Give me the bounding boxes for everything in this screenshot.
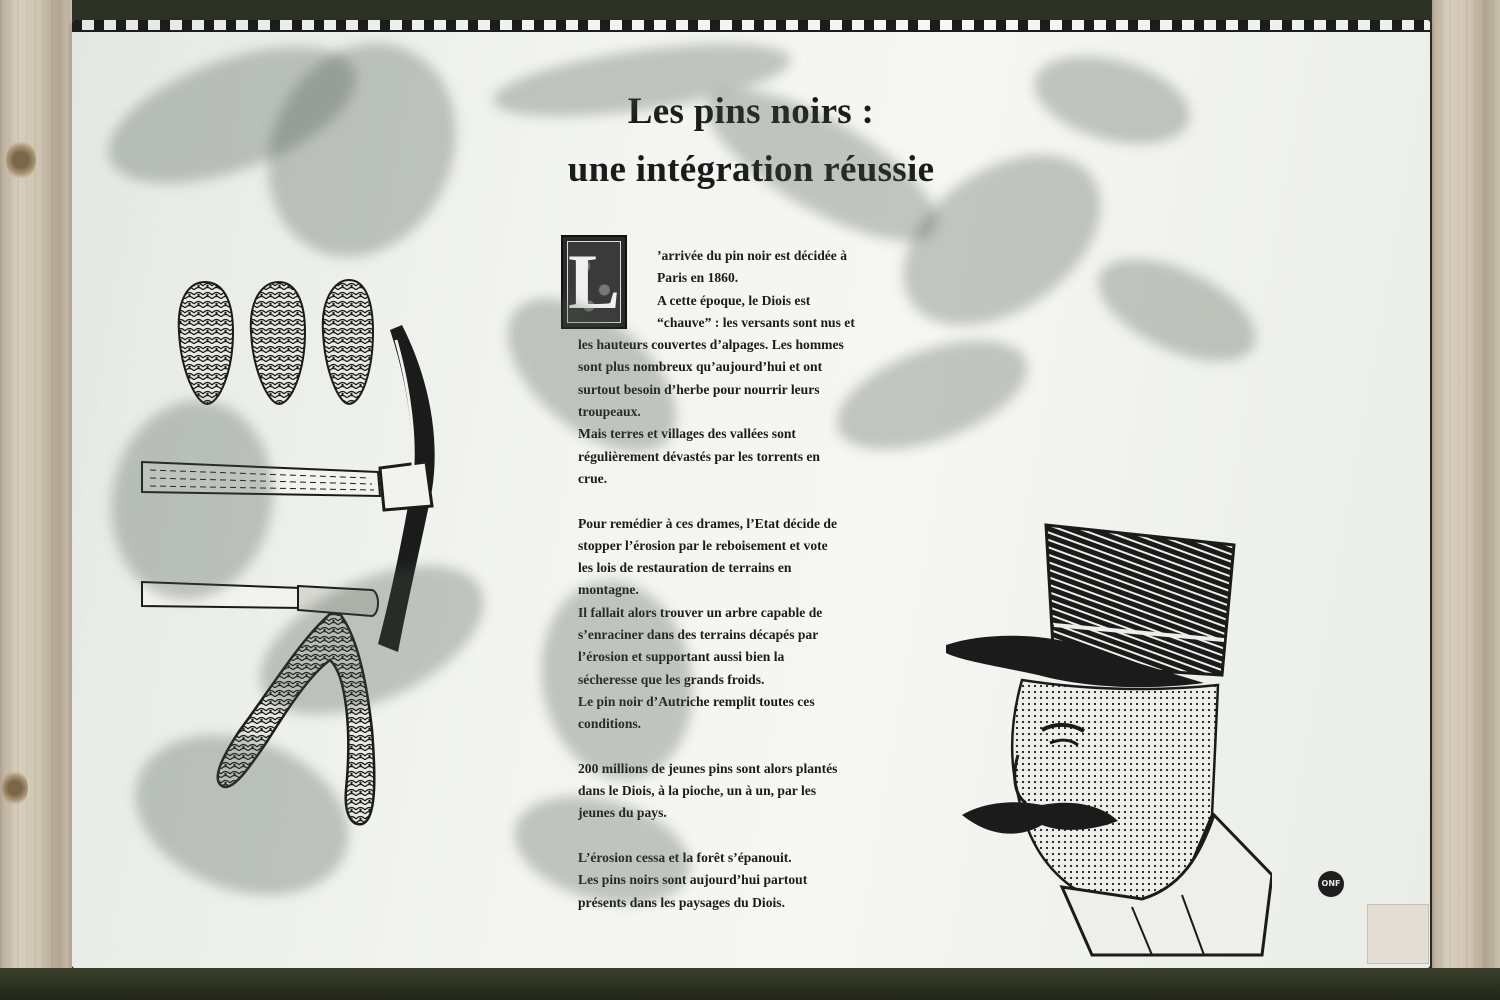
text-line: présents dans les paysages du Diois. [578, 894, 785, 910]
information-panel [72, 20, 1430, 968]
text-line: l’érosion et supportant aussi bien la [578, 649, 785, 665]
text-line: les lois de restauration de terrains en [578, 560, 792, 576]
text-line: dans le Diois, à la pioche, un à un, par les [578, 783, 817, 799]
wood-knot [2, 770, 28, 806]
text-line: régulièrement dévastés par les torrents en [578, 448, 820, 464]
text-line: s’enraciner dans des terrains décapés par [578, 627, 819, 643]
sticker-label [1367, 904, 1429, 964]
text-line: sécheresse que les grands froids. [578, 671, 765, 687]
hoe-handle [142, 582, 378, 616]
text-line: Pour remédier à ces drames, l’Etat décide de [578, 515, 837, 531]
sign-body-text [578, 245, 913, 914]
text-line: conditions. [578, 716, 642, 732]
text-line: “chauve” : les versants sont nus et [657, 314, 855, 330]
onf-logo: ONF [1318, 871, 1344, 897]
wood-grain-right [1432, 0, 1500, 1000]
spiral-binding [72, 20, 1430, 44]
text-line: sont plus nombreux qu’aujourd’hui et ont [578, 359, 823, 375]
undergrowth [0, 968, 1500, 1000]
sign-title-line2: une intégration réussie [567, 149, 935, 190]
binding-line [72, 30, 1430, 32]
wood-knot [6, 140, 36, 180]
wooden-post-right [1432, 0, 1500, 1000]
paragraph-gap [578, 736, 913, 758]
forester-portrait-illustration [942, 515, 1272, 965]
text-line: Mais terres et villages des vallées sont [578, 426, 796, 442]
text-line: les hauteurs couvertes d’alpages. Les hommes [578, 337, 844, 353]
text-line: crue. [578, 470, 608, 486]
hoe-illustration [140, 580, 410, 830]
text-line: Il fallait alors trouver un arbre capable de [578, 604, 823, 620]
text-line: Les pins noirs sont aujourd’hui partout [578, 872, 808, 888]
pickaxe-handle [142, 462, 380, 496]
text-line: montagne. [578, 582, 639, 598]
dropcap-letter: L [567, 238, 621, 325]
paragraph1-first-line: ’arrivée du pin noir est décidée à [657, 248, 848, 263]
paragraph-gap [578, 490, 913, 512]
sign-title-line1: Les pins noirs : [627, 91, 875, 132]
text-line: A cette époque, le Diois est [657, 292, 811, 308]
text-line: Le pin noir d’Autriche remplit toutes ces [578, 693, 815, 709]
text-line: surtout besoin d’herbe pour nourrir leurs [578, 381, 820, 397]
text-line: 200 millions de jeunes pins sont alors plantés [578, 760, 838, 776]
hoe-fork [218, 614, 375, 824]
wooden-post-left [0, 0, 72, 1000]
text-line: stopper l’érosion par le reboisement et vote [578, 537, 828, 553]
text-line: jeunes du pays. [578, 805, 667, 821]
text-line: L’érosion cessa et la forêt s’épanouit. [578, 850, 792, 866]
kepi-cap [946, 525, 1234, 687]
text-line: Paris en 1860. [657, 270, 739, 286]
paragraph1-indented [578, 267, 913, 334]
text-line: troupeaux. [578, 404, 641, 420]
paragraph-gap [578, 825, 913, 847]
